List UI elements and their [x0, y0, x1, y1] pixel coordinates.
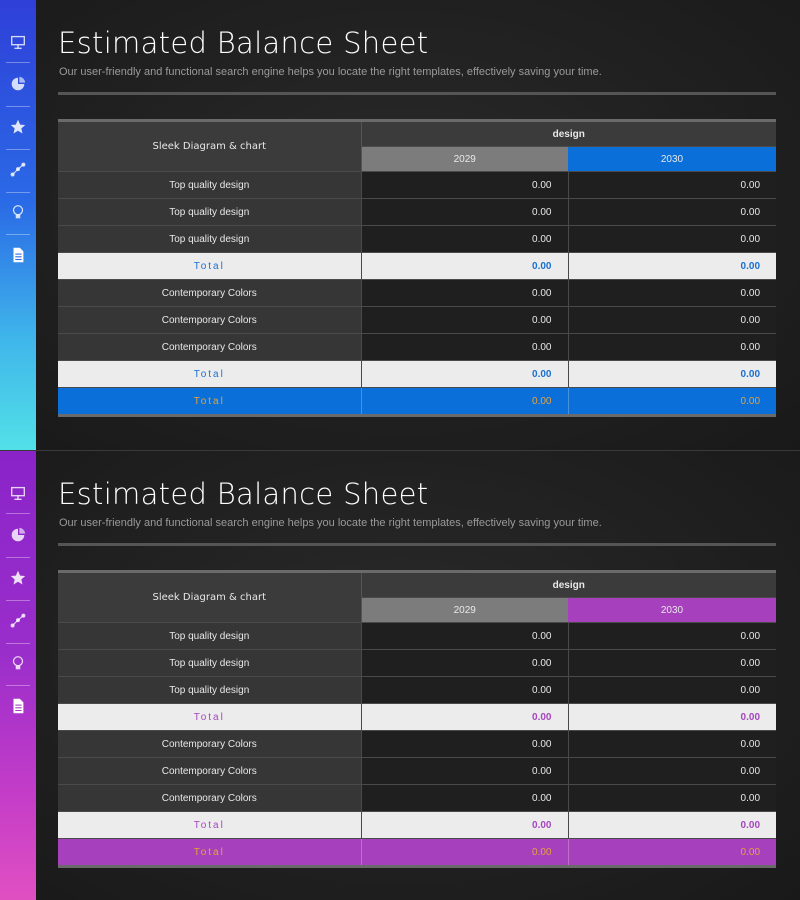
- total-row: [58, 704, 776, 731]
- total-value: 0.00: [568, 361, 776, 388]
- table-row: [58, 199, 776, 226]
- cell-value: 0.00: [361, 785, 568, 812]
- cell-value: 0.00: [361, 334, 568, 361]
- cell-value: 0.00: [568, 623, 776, 650]
- row-label: Contemporary Colors: [58, 334, 361, 361]
- table-row: [58, 758, 776, 785]
- total-value: 0.00: [568, 253, 776, 280]
- cell-value: 0.00: [361, 307, 568, 334]
- grand-total-row: [58, 388, 776, 416]
- grand-total-value: 0.00: [568, 388, 776, 416]
- star-icon[interactable]: [8, 568, 28, 588]
- total-row: [58, 361, 776, 388]
- total-value: 0.00: [361, 812, 568, 839]
- cell-value: 0.00: [361, 650, 568, 677]
- table-row: [58, 172, 776, 199]
- table-row: [58, 280, 776, 307]
- page-subtitle: Our user-friendly and functional search engine helps you locate the right templates, effectively saving your time.: [59, 517, 602, 529]
- table-row: [58, 226, 776, 253]
- row-label: Top quality design: [58, 226, 361, 253]
- cell-value: 0.00: [568, 677, 776, 704]
- network-icon[interactable]: [8, 611, 28, 631]
- cell-value: 0.00: [361, 623, 568, 650]
- total-value: 0.00: [361, 361, 568, 388]
- document-icon[interactable]: [8, 696, 28, 716]
- lightbulb-icon[interactable]: [8, 653, 28, 673]
- row-label: Top quality design: [58, 677, 361, 704]
- lightbulb-icon[interactable]: [8, 202, 28, 222]
- row-label: Contemporary Colors: [58, 758, 361, 785]
- balance-sheet-table: [58, 119, 776, 417]
- cell-value: 0.00: [568, 280, 776, 307]
- divider: [58, 543, 776, 546]
- grand-total-value: 0.00: [361, 839, 568, 867]
- corner-header: Sleek Diagram & chart: [58, 121, 361, 172]
- page-subtitle: Our user-friendly and functional search engine helps you locate the right templates, effectively saving your time.: [59, 66, 602, 78]
- row-label: Contemporary Colors: [58, 307, 361, 334]
- cell-value: 0.00: [568, 758, 776, 785]
- year-header-2029: 2029: [361, 598, 568, 623]
- presentation-icon[interactable]: [8, 32, 28, 52]
- group-header: design: [361, 572, 776, 598]
- year-header-2029: 2029: [361, 147, 568, 172]
- sidebar: [0, 0, 36, 450]
- table-row: [58, 785, 776, 812]
- total-value: 0.00: [568, 812, 776, 839]
- grand-total-value: 0.00: [361, 388, 568, 416]
- sidebar: [0, 451, 36, 900]
- grand-total-row: [58, 839, 776, 867]
- table-row: [58, 731, 776, 758]
- total-value: 0.00: [361, 253, 568, 280]
- cell-value: 0.00: [568, 307, 776, 334]
- cell-value: 0.00: [361, 758, 568, 785]
- row-label: Top quality design: [58, 199, 361, 226]
- table-row: [58, 623, 776, 650]
- page-title: Estimated Balance Sheet: [58, 477, 429, 511]
- presentation-icon[interactable]: [8, 483, 28, 503]
- document-icon[interactable]: [8, 245, 28, 265]
- slide-purple: [0, 450, 800, 900]
- year-header-2030: 2030: [568, 147, 776, 172]
- cell-value: 0.00: [361, 226, 568, 253]
- total-row: [58, 812, 776, 839]
- table-row: [58, 650, 776, 677]
- group-header: design: [361, 121, 776, 147]
- table-row: [58, 677, 776, 704]
- total-label: Total: [58, 704, 361, 731]
- row-label: Contemporary Colors: [58, 731, 361, 758]
- grand-total-value: 0.00: [568, 839, 776, 867]
- cell-value: 0.00: [568, 731, 776, 758]
- grand-total-label: Total: [58, 388, 361, 416]
- cell-value: 0.00: [568, 226, 776, 253]
- row-label: Top quality design: [58, 650, 361, 677]
- cell-value: 0.00: [568, 172, 776, 199]
- balance-sheet-table: [58, 570, 776, 868]
- cell-value: 0.00: [568, 199, 776, 226]
- year-header-2030: 2030: [568, 598, 776, 623]
- total-label: Total: [58, 812, 361, 839]
- cell-value: 0.00: [568, 334, 776, 361]
- total-label: Total: [58, 361, 361, 388]
- cell-value: 0.00: [361, 677, 568, 704]
- cell-value: 0.00: [568, 650, 776, 677]
- cell-value: 0.00: [361, 199, 568, 226]
- cell-value: 0.00: [361, 280, 568, 307]
- total-value: 0.00: [361, 704, 568, 731]
- row-label: Contemporary Colors: [58, 785, 361, 812]
- total-value: 0.00: [568, 704, 776, 731]
- divider: [58, 92, 776, 95]
- cell-value: 0.00: [568, 785, 776, 812]
- table-row: [58, 334, 776, 361]
- pie-chart-icon[interactable]: [8, 525, 28, 545]
- total-row: [58, 253, 776, 280]
- corner-header: Sleek Diagram & chart: [58, 572, 361, 623]
- cell-value: 0.00: [361, 172, 568, 199]
- pie-chart-icon[interactable]: [8, 74, 28, 94]
- row-label: Top quality design: [58, 172, 361, 199]
- network-icon[interactable]: [8, 160, 28, 180]
- row-label: Contemporary Colors: [58, 280, 361, 307]
- page-title: Estimated Balance Sheet: [58, 26, 429, 60]
- total-label: Total: [58, 253, 361, 280]
- table-row: [58, 307, 776, 334]
- grand-total-label: Total: [58, 839, 361, 867]
- cell-value: 0.00: [361, 731, 568, 758]
- row-label: Top quality design: [58, 623, 361, 650]
- star-icon[interactable]: [8, 117, 28, 137]
